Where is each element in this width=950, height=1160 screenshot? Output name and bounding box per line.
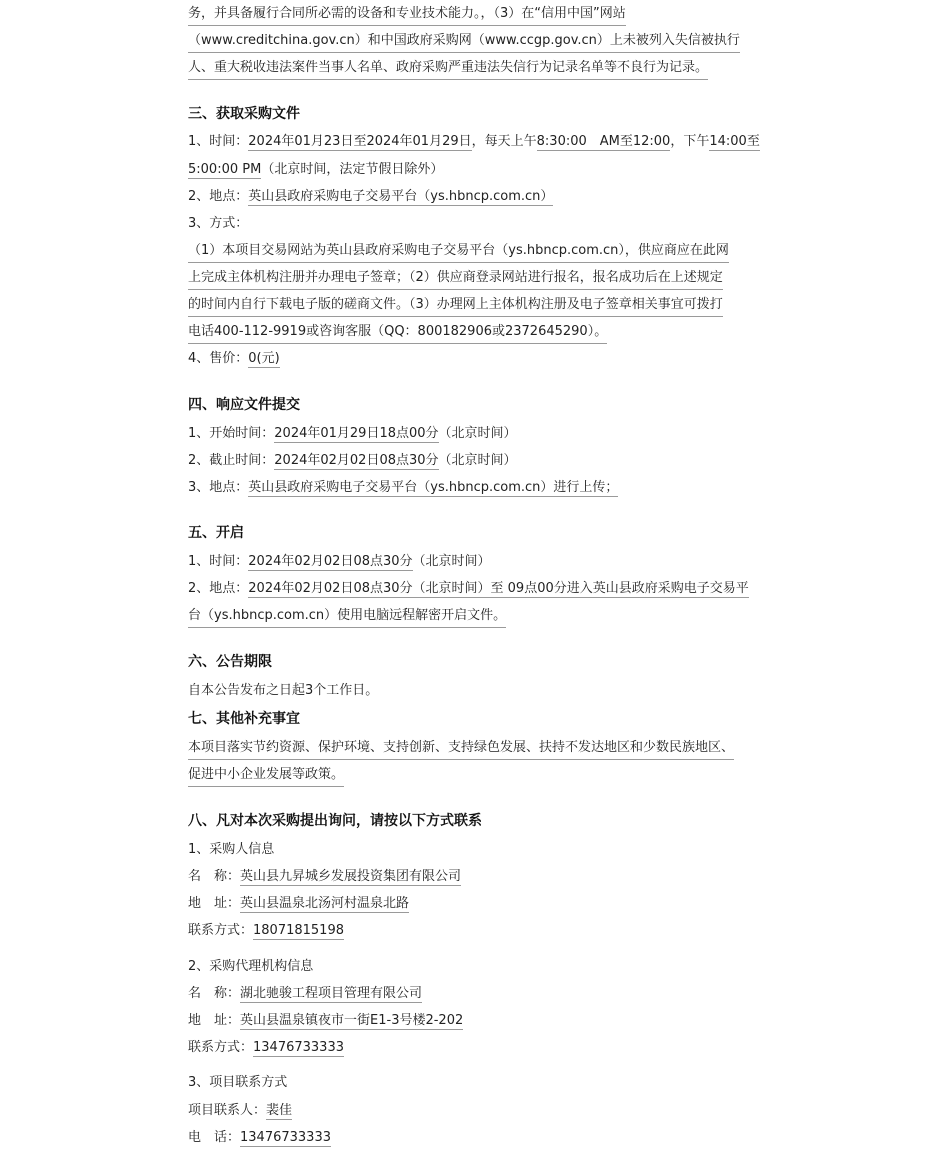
agent-address <box>188 1011 463 1031</box>
field-label: 联系方式： <box>188 1040 254 1055</box>
field-text: （北京时间） <box>412 554 491 569</box>
buyer-heading: 1、采购人信息 <box>188 842 275 857</box>
field-value: 英山县政府采购电子交易平台（ys.hbncp.com.cn）进行上传； <box>248 480 619 495</box>
field-text: ，下午 <box>670 134 710 149</box>
field-value: 英山县九昇城乡发展投资集团有限公司 <box>240 869 462 884</box>
opening-place-cont: 台（ys.hbncp.com.cn）使用电脑远程解密开启文件。 <box>188 606 506 628</box>
field-label: 地 址： <box>188 1013 241 1028</box>
project-contact <box>188 1101 292 1121</box>
opening-time <box>188 552 491 572</box>
period-text: 自本公告发布之日起3个工作日。 <box>188 683 379 698</box>
field-value: 2024年01月29日18点00分 <box>274 426 439 441</box>
buyer-address <box>188 894 409 914</box>
field-value: 13476733333 <box>253 1040 344 1055</box>
field-label: 2、地点： <box>188 189 249 204</box>
field-label: 地 址： <box>188 896 241 911</box>
submission-place <box>188 478 618 498</box>
agent-name <box>188 984 422 1004</box>
field-value: 2024年02月02日08点30分（北京时间）至 09点00分进入英山县政府采购电子交易平 <box>248 581 749 596</box>
field-label: 联系方式： <box>188 923 254 938</box>
section-title-submission: 四、响应文件提交 <box>188 397 300 413</box>
field-value: 0(元) <box>248 351 280 366</box>
intro-line: （www.creditchina.gov.cn）和中国政府采购网（www.ccgp.gov.cn）上未被列入失信被执行 <box>188 31 740 53</box>
field-value: 14:00至 <box>709 134 760 149</box>
field-label: 名 称： <box>188 986 241 1001</box>
other-line: 本项目落实节约资源、保护环境、支持创新、支持绿色发展、扶持不发达地区和少数民族地区、 <box>188 738 734 760</box>
section-title-opening: 五、开启 <box>188 525 244 541</box>
obtain-method-label: 3、方式： <box>188 216 249 231</box>
field-label: 2、地点： <box>188 581 249 596</box>
field-value: 8:30:00 AM至12:00 <box>536 134 671 149</box>
field-text: （北京时间） <box>438 426 517 441</box>
project-phone <box>188 1128 331 1148</box>
obtain-time <box>188 132 760 152</box>
field-value: 裴佳 <box>266 1103 293 1118</box>
field-label: 4、售价： <box>188 351 249 366</box>
field-text: ，每天上午 <box>471 134 537 149</box>
field-value: 湖北驰骏工程项目管理有限公司 <box>240 986 423 1001</box>
field-value: 18071815198 <box>253 923 344 938</box>
method-line: 的时间内自行下载电子版的磋商文件。（3）办理网上主体机构注册及电子签章相关事宜可拨打 <box>188 295 723 317</box>
field-label: 1、时间： <box>188 554 249 569</box>
section-title-obtain-docs: 三、获取采购文件 <box>188 106 300 122</box>
field-label: 名 称： <box>188 869 241 884</box>
intro-line: 务，并具备履行合同所必需的设备和专业技术能力。，（3）在“信用中国”网站 <box>188 4 626 26</box>
obtain-time-cont <box>188 160 443 180</box>
field-value: 2024年02月02日08点30分 <box>248 554 413 569</box>
field-text: （北京时间，法定节假日除外） <box>261 162 444 177</box>
field-value: 英山县温泉北汤河村温泉北路 <box>240 896 410 911</box>
field-label: 3、地点： <box>188 480 249 495</box>
field-value: 英山县政府采购电子交易平台（ys.hbncp.com.cn） <box>248 189 554 204</box>
opening-place <box>188 579 749 599</box>
field-label: 1、时间： <box>188 134 249 149</box>
agent-phone <box>188 1038 344 1058</box>
field-value: 2024年02月02日08点30分 <box>274 453 439 468</box>
field-label: 项目联系人： <box>188 1103 267 1118</box>
field-value: 5:00:00 PM <box>188 162 262 177</box>
buyer-name <box>188 867 461 887</box>
method-line: （1）本项目交易网站为英山县政府采购电子交易平台（ys.hbncp.com.cn），供应商应在此网 <box>188 241 729 263</box>
submission-start <box>188 424 517 444</box>
field-text: （北京时间） <box>438 453 517 468</box>
field-value: 2024年01月23日至2024年01月29日 <box>248 134 472 149</box>
other-line: 促进中小企业发展等政策。 <box>188 765 344 787</box>
agent-heading: 2、采购代理机构信息 <box>188 959 314 974</box>
section-title-contact: 八、凡对本次采购提出询问，请按以下方式联系 <box>188 813 482 829</box>
obtain-price <box>188 349 280 369</box>
section-title-other: 七、其他补充事宜 <box>188 711 300 727</box>
section-title-period: 六、公告期限 <box>188 654 272 670</box>
field-value: 英山县温泉镇夜市一街E1-3号楼2-202 <box>240 1013 464 1028</box>
field-label: 2、截止时间： <box>188 453 275 468</box>
submission-end <box>188 451 517 471</box>
method-line: 电话400-112-9919或咨询客服（QQ：800182906或2372645290）。 <box>188 322 607 344</box>
method-line: 上完成主体机构注册并办理电子签章；（2）供应商登录网站进行报名，报名成功后在上述规定 <box>188 268 723 290</box>
field-value: 13476733333 <box>240 1130 331 1145</box>
field-label: 电 话： <box>188 1130 241 1145</box>
project-heading: 3、项目联系方式 <box>188 1075 288 1090</box>
field-label: 1、开始时间： <box>188 426 275 441</box>
intro-line: 人、重大税收违法案件当事人名单、政府采购严重违法失信行为记录名单等不良行为记录。 <box>188 58 708 80</box>
obtain-place <box>188 187 553 207</box>
buyer-phone <box>188 921 344 941</box>
